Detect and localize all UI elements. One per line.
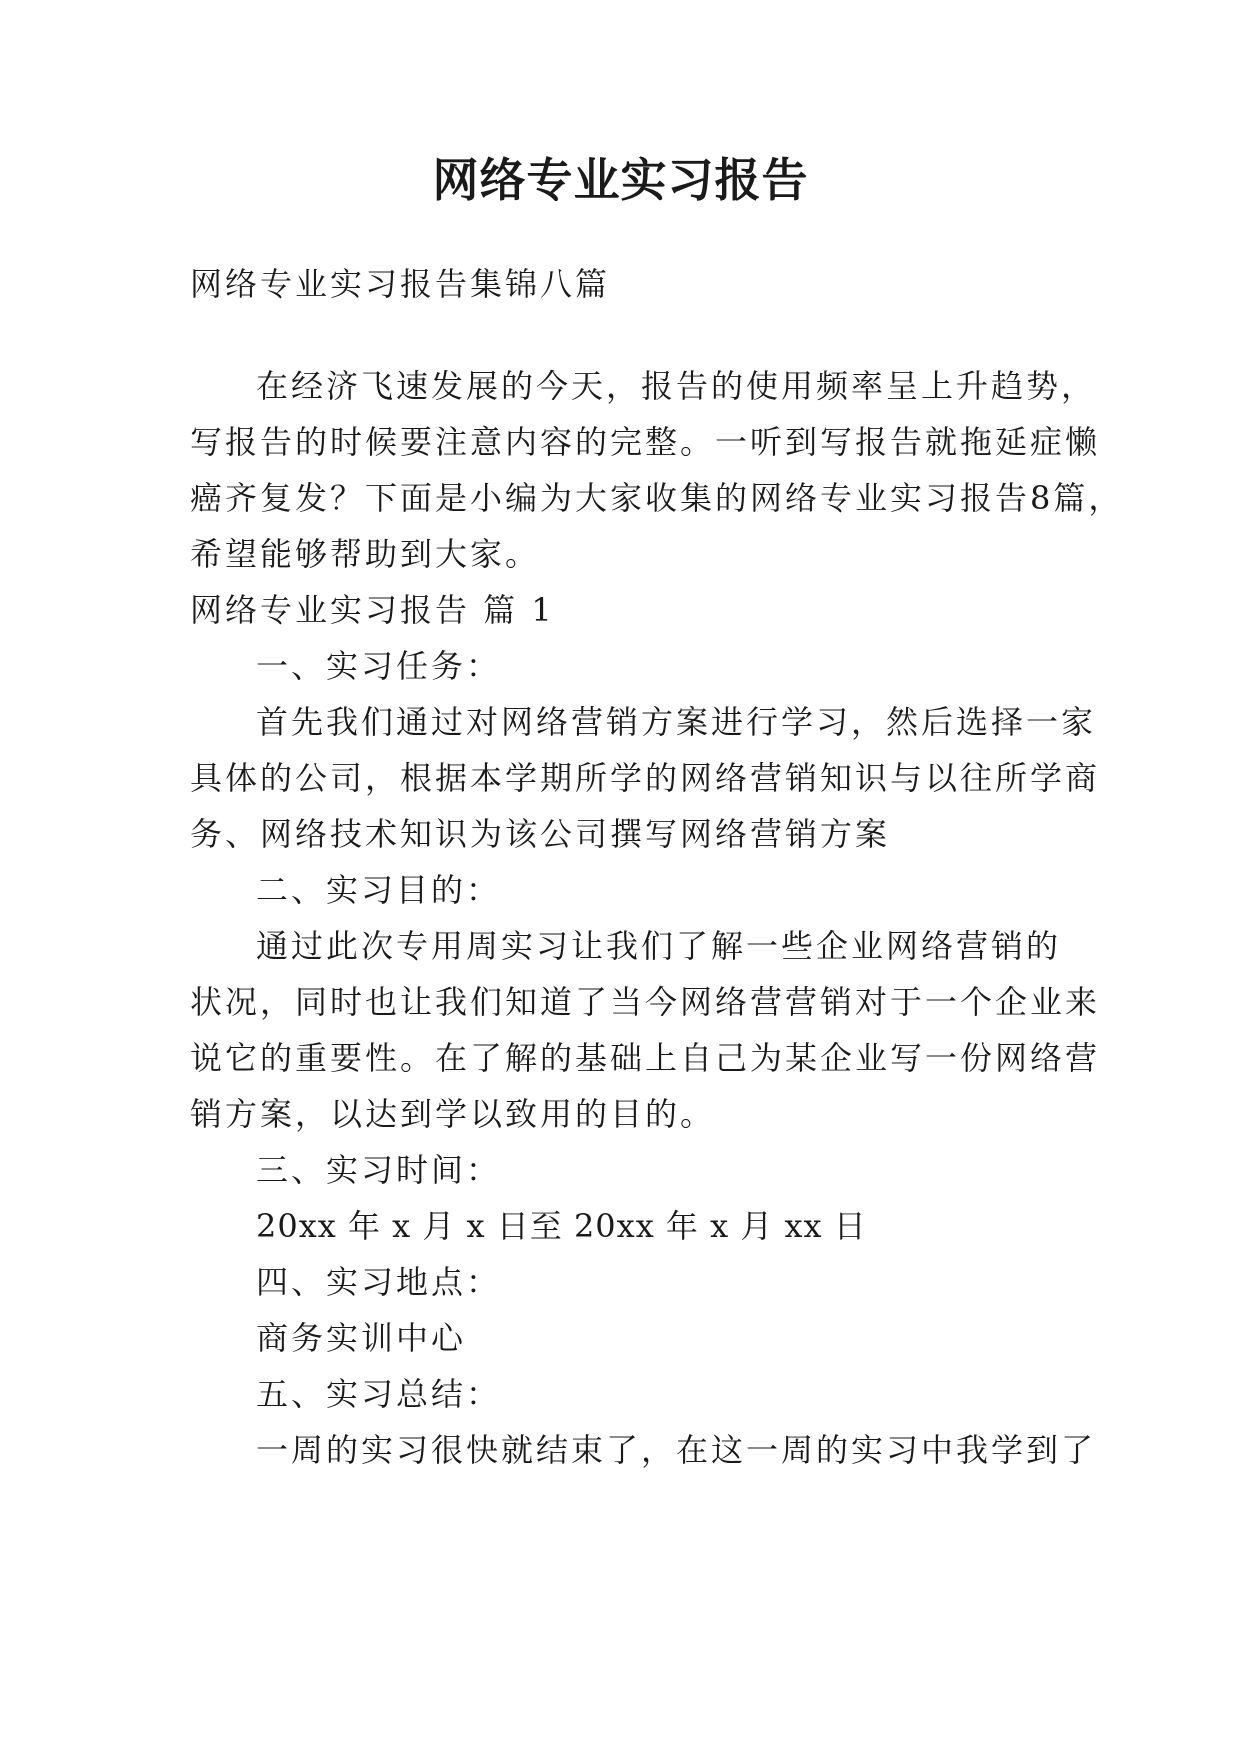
place-heading: 四、实习地点： xyxy=(256,1263,502,1301)
purpose-line: 状况，同时也让我们知道了当今网络营营销对于一个企业来 xyxy=(190,983,1101,1021)
time-value: 20xx 年 x 月 x 日至 20xx 年 x 月 xx 日 xyxy=(256,1207,867,1245)
intro-line: 希望能够帮助到大家。 xyxy=(190,535,541,573)
summary-line: 一周的实习很快就结束了，在这一周的实习中我学到了 xyxy=(256,1431,1097,1469)
task-heading: 一、实习任务： xyxy=(256,647,502,685)
section-heading: 网络专业实习报告 篇 1 xyxy=(190,591,555,629)
task-line: 首先我们通过对网络营销方案进行学习，然后选择一家 xyxy=(256,703,1097,741)
document-subtitle: 网络专业实习报告集锦八篇 xyxy=(190,265,611,303)
task-line: 具体的公司，根据本学期所学的网络营销知识与以往所学商 xyxy=(190,759,1101,797)
intro-line: 癌齐复发？下面是小编为大家收集的网络专业实习报告8篇， xyxy=(190,479,1124,517)
purpose-line: 通过此次专用周实习让我们了解一些企业网络营销的 xyxy=(256,927,1062,965)
purpose-line: 说它的重要性。在了解的基础上自己为某企业写一份网络营 xyxy=(190,1039,1101,1077)
summary-heading: 五、实习总结： xyxy=(256,1375,502,1413)
task-line: 务、网络技术知识为该公司撰写网络营销方案 xyxy=(190,815,891,853)
intro-line: 在经济飞速发展的今天，报告的使用频率呈上升趋势， xyxy=(256,367,1097,405)
time-heading: 三、实习时间： xyxy=(256,1151,502,1189)
place-value: 商务实训中心 xyxy=(256,1319,467,1357)
purpose-line: 销方案，以达到学以致用的目的。 xyxy=(190,1095,716,1133)
intro-line: 写报告的时候要注意内容的完整。一听到写报告就拖延症懒 xyxy=(190,423,1101,461)
document-title: 网络专业实习报告 xyxy=(432,153,809,207)
purpose-heading: 二、实习目的： xyxy=(256,871,502,909)
